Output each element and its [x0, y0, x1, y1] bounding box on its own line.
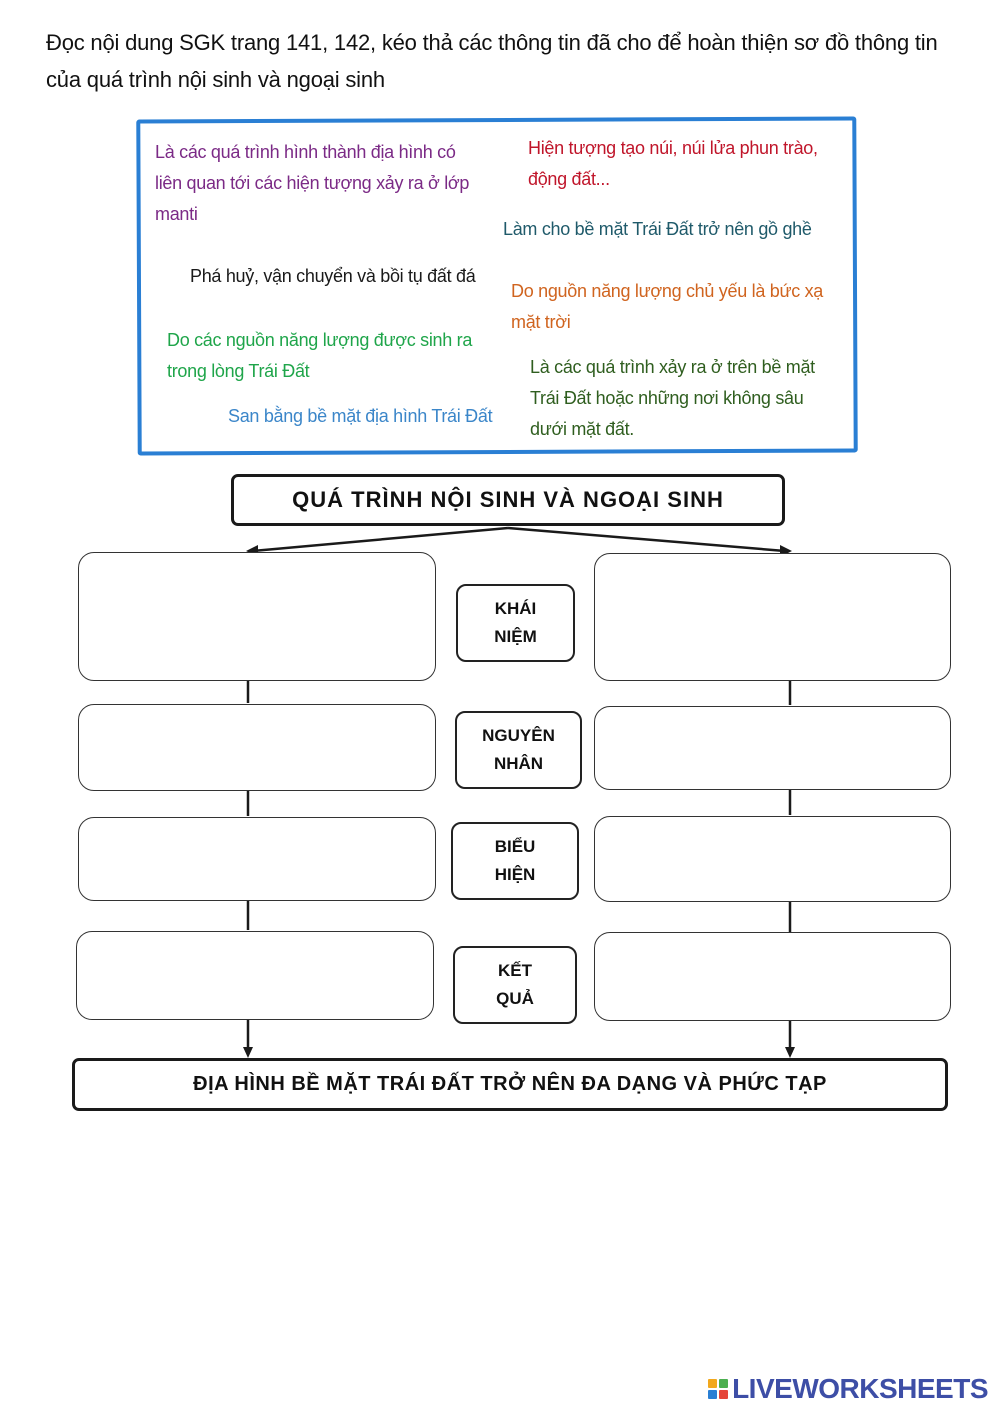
drag-chip-ket-qua-ngoai-sinh[interactable]: San bằng bề mặt địa hình Trái Đất	[228, 406, 493, 426]
row-label-line: QUẢ	[496, 989, 534, 1008]
drag-chip-nguyen-nhan-ngoai-sinh[interactable]: Do nguồn năng lượng chủ yếu là bức xạ mặt trời	[511, 281, 824, 332]
liveworksheets-logo	[708, 1373, 988, 1405]
logo-text: LIVEWORKSHEETS	[732, 1373, 988, 1404]
row-label-line: NHÂN	[493, 754, 544, 773]
drag-chip-bieu-hien-noi-sinh[interactable]: Hiện tượng tạo núi, núi lửa phun trào, động đất...	[528, 138, 818, 189]
row-label-line: NIỆM	[494, 627, 537, 646]
row-label-nguyen-nhan	[455, 711, 582, 789]
drop-zone-khai-niem-right[interactable]	[594, 553, 951, 681]
row-label-khai-niem	[456, 584, 575, 662]
drag-chip-nguyen-nhan-noi-sinh[interactable]: Do các nguồn năng lượng được sinh ra trong lòng Trái Đất	[167, 330, 473, 381]
diagram-title: QUÁ TRÌNH NỘI SINH VÀ NGOẠI SINH	[231, 474, 785, 526]
row-label-bieu-hien	[451, 822, 579, 900]
drop-zone-khai-niem-left[interactable]	[78, 552, 436, 681]
row-label-line: BIỂU	[494, 837, 536, 856]
instruction-text: Đọc nội dung SGK trang 141, 142, kéo thả các thông tin đã cho để hoàn thiện sơ đồ thông tin của quá trình nội sinh và ngoại sinh	[46, 30, 938, 92]
drop-zone-bieu-hien-right[interactable]	[594, 816, 951, 902]
drop-zone-ket-qua-right[interactable]	[594, 932, 951, 1021]
drag-chip-ket-qua-noi-sinh[interactable]: Làm cho bề mặt Trái Đất trở nên gồ ghề	[503, 219, 812, 239]
row-label-ket-qua	[453, 946, 577, 1024]
drag-chip-khai-niem-ngoai-sinh[interactable]: Là các quá trình xảy ra ở trên bề mặt Trái Đất hoặc những nơi không sâu dưới mặt đất.	[530, 357, 815, 439]
drop-zone-nguyen-nhan-right[interactable]	[594, 706, 951, 790]
drop-zone-bieu-hien-left[interactable]	[78, 817, 436, 901]
drop-zone-nguyen-nhan-left[interactable]	[78, 704, 436, 791]
row-label-line: KHÁI	[494, 599, 537, 618]
diagram-result: ĐỊA HÌNH BỀ MẶT TRÁI ĐẤT TRỞ NÊN ĐA DẠNG VÀ PHỨC TẠP	[72, 1058, 948, 1111]
drop-zone-ket-qua-left[interactable]	[76, 931, 434, 1020]
row-label-line: NGUYÊN	[482, 726, 555, 745]
row-label-line: KẾT	[498, 961, 532, 980]
logo-squares-icon	[708, 1379, 728, 1399]
row-label-line: HIỆN	[494, 865, 536, 884]
drag-chip-khai-niem-noi-sinh[interactable]: Là các quá trình hình thành địa hình có liên quan tới các hiện tượng xảy ra ở lớp manti	[155, 142, 470, 224]
drag-chip-bieu-hien-ngoai-sinh[interactable]: Phá huỷ, vận chuyển và bồi tụ đất đá	[190, 266, 476, 286]
